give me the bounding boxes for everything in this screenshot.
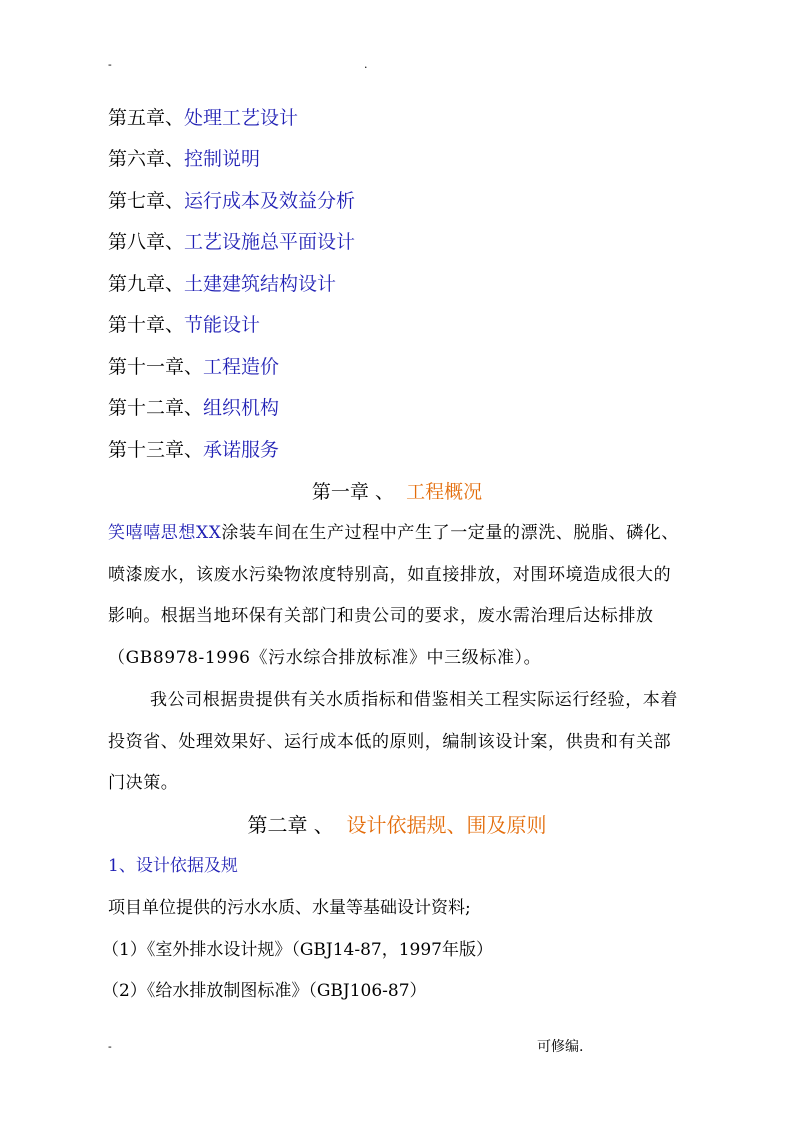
basis-intro: 项目单位提供的污水水质、水量等基础设计资料;	[108, 898, 471, 918]
toc-label: 第十章、	[108, 314, 185, 336]
toc-title: 组织机构	[203, 397, 280, 419]
toc-item-chapter-10	[108, 312, 260, 338]
toc-title: 承诺服务	[203, 439, 280, 461]
toc-item-chapter-9	[108, 271, 336, 297]
toc-title: 土建建筑结构设计	[184, 273, 337, 295]
toc-label: 第九章、	[108, 273, 185, 295]
footer-note: 可修编.	[537, 1039, 584, 1055]
toc-label: 第十二章、	[108, 397, 204, 419]
toc-item-chapter-11	[108, 354, 279, 380]
chapter-title: 设计依据规、围及原则	[346, 813, 547, 837]
toc-label: 第十三章、	[108, 439, 204, 461]
chapter-title: 工程概况	[406, 481, 483, 503]
toc-label: 第五章、	[108, 107, 185, 129]
toc-item-chapter-7	[108, 188, 355, 214]
toc-label: 第十一章、	[108, 356, 204, 378]
toc-item-chapter-5	[108, 105, 298, 131]
toc-item-chapter-8	[108, 229, 355, 255]
toc-title: 工艺设施总平面设计	[184, 231, 356, 253]
paragraph-text: 涂装车间在生产过程中产生了一定量的漂洗、脱脂、磷化、喷漆废水，该废水污染物浓度特别高，如直接排放，对围环境造成很大的影响。根据当地环保有关部门和贵公司的要求，废水需治理后达标排放（GB8978-1996《污水综合排放标准》中三级标准）。	[108, 523, 680, 668]
toc-item-chapter-12	[108, 395, 279, 421]
basis-item-2: （2）《给水排放制图标准》（GBJ106-87）	[102, 981, 427, 1001]
paragraph-text: 我公司根据贵提供有关水质指标和借鉴相关工程实际运行经验，本着投资省、处理效果好、运行成本低的原则，编制该设计案，供贵和有关部门决策。	[108, 690, 678, 793]
chapter-2-heading	[0, 812, 794, 838]
chapter-1-paragraph-2	[108, 680, 688, 805]
header-right-mark: .	[364, 58, 368, 71]
toc-item-chapter-13	[108, 437, 279, 463]
header-left-mark: -	[108, 58, 112, 71]
company-name: 笑嘻嘻思想XX	[108, 523, 222, 543]
basis-item-1: （1）《室外排水设计规》（GBJ14-87，1997年版）	[102, 940, 493, 960]
toc-title: 运行成本及效益分析	[184, 190, 356, 212]
toc-title: 工程造价	[203, 356, 280, 378]
toc-label: 第六章、	[108, 148, 185, 170]
chapter-1-heading	[0, 479, 794, 505]
chapter-1-paragraph-1	[108, 513, 688, 679]
toc-title: 处理工艺设计	[184, 107, 299, 129]
footer-left-mark: -	[108, 1040, 112, 1053]
chapter-label: 第二章 、	[247, 813, 334, 837]
toc-item-chapter-6	[108, 146, 260, 172]
section-1-heading: 1、设计依据及规	[108, 856, 238, 876]
chapter-label: 第一章 、	[311, 481, 394, 503]
toc-label: 第八章、	[108, 231, 185, 253]
toc-title: 控制说明	[184, 148, 261, 170]
toc-title: 节能设计	[184, 314, 261, 336]
toc-label: 第七章、	[108, 190, 185, 212]
